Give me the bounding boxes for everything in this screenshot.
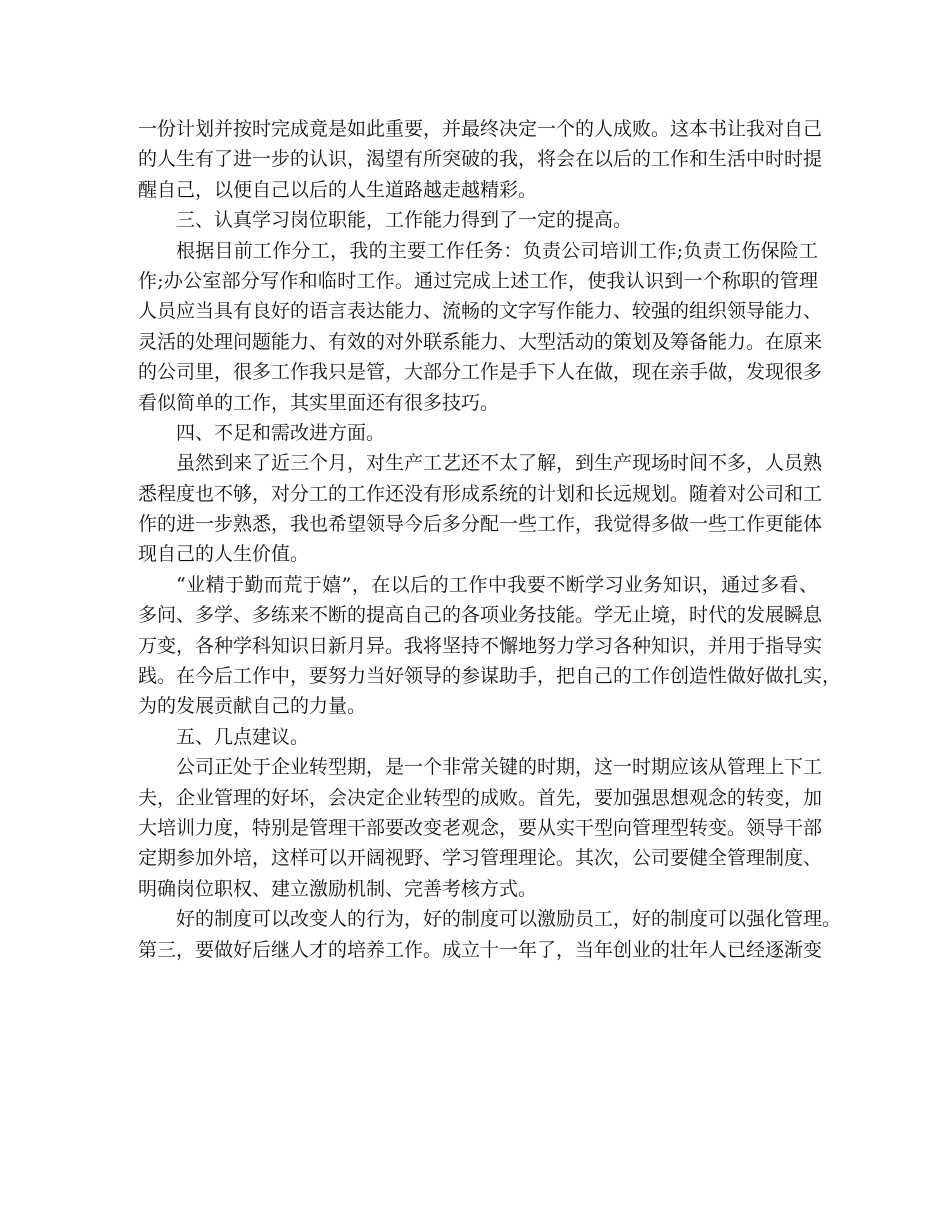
text-line: 的公司里，很多工作我只是管，大部分工作是手下人在做，现在亲手做，发现很多 xyxy=(138,361,823,384)
text-line: “业精于勤而荒于嬉”，在以后的工作中我要不断学习业务知识，通过多看、 xyxy=(176,573,818,596)
text-line: 一份计划并按时完成竟是如此重要，并最终决定一个的人成败。这本书让我对自己 xyxy=(138,118,823,140)
text-line: 四、不足和需改进方面。 xyxy=(176,421,386,444)
text-line: 看似简单的工作，其实里面还有很多技巧。 xyxy=(138,391,500,414)
text-line: 醒自己，以便自己以后的人生道路越走越精彩。 xyxy=(138,178,538,201)
text-line: 作的进一步熟悉，我也希望领导今后多分配一些工作，我觉得多做一些工作更能体 xyxy=(138,513,823,536)
text-line: 悉程度也不够，对分工的工作还没有形成系统的计划和长远规划。随着对公司和工 xyxy=(138,482,823,505)
text-line: 的人生有了进一步的认识，渴望有所突破的我，将会在以后的工作和生活中时时提 xyxy=(138,148,823,171)
text-line: 五、几点建议。 xyxy=(176,725,310,748)
text-line: 作;办公室部分写作和临时工作。通过完成上述工作，使我认识到一个称职的管理 xyxy=(138,269,818,292)
text-line: 夫，企业管理的好坏，会决定企业转型的成败。首先，要加强思想观念的转变，加 xyxy=(138,786,823,809)
text-line: 公司正处于企业转型期，是一个非常关键的时期，这一时期应该从管理上下工 xyxy=(176,756,823,779)
text-line: 虽然到来了近三个月，对生产工艺还不太了解，到生产现场时间不多，人员熟 xyxy=(176,452,823,475)
text-line: 践。在今后工作中，要努力当好领导的参谋助手，把自己的工作创造性做好做扎实， xyxy=(138,665,842,688)
text-line: 第三，要做好后继人才的培养工作。成立十一年了，当年创业的壮年人已经逐渐变 xyxy=(138,938,823,961)
text-line: 多问、多学、多练来不断的提高自己的各项业务技能。学无止境，时代的发展瞬息 xyxy=(138,604,823,627)
text-line: 好的制度可以改变人的行为，好的制度可以激励员工，好的制度可以强化管理。 xyxy=(176,908,842,931)
text-line: 大培训力度，特别是管理干部要改变老观念，要从实干型向管理型转变。领导干部 xyxy=(138,816,823,839)
text-line: 定期参加外培，这样可以开阔视野、学习管理理论。其次，公司要健全管理制度、 xyxy=(138,847,823,870)
document-body xyxy=(138,114,842,965)
text-line: 灵活的处理问题能力、有效的对外联系能力、大型活动的策划及筹备能力。在原来 xyxy=(138,330,823,353)
text-line: 为的发展贡献自己的力量。 xyxy=(138,695,367,718)
text-line: 明确岗位职权、建立激励机制、完善考核方式。 xyxy=(138,877,538,900)
text-line: 万变，各种学科知识日新月异。我将坚持不懈地努力学习各种知识，并用于指导实 xyxy=(138,634,823,657)
text-line: 现自己的人生价值。 xyxy=(138,543,310,566)
text-line: 三、认真学习岗位职能，工作能力得到了一定的提高。 xyxy=(176,209,633,232)
text-line: 人员应当具有良好的语言表达能力、流畅的文字写作能力、较强的组织领导能力、 xyxy=(138,300,823,323)
text-line: 根据目前工作分工，我的主要工作任务：负责公司培训工作;负责工伤保险工 xyxy=(176,239,818,262)
